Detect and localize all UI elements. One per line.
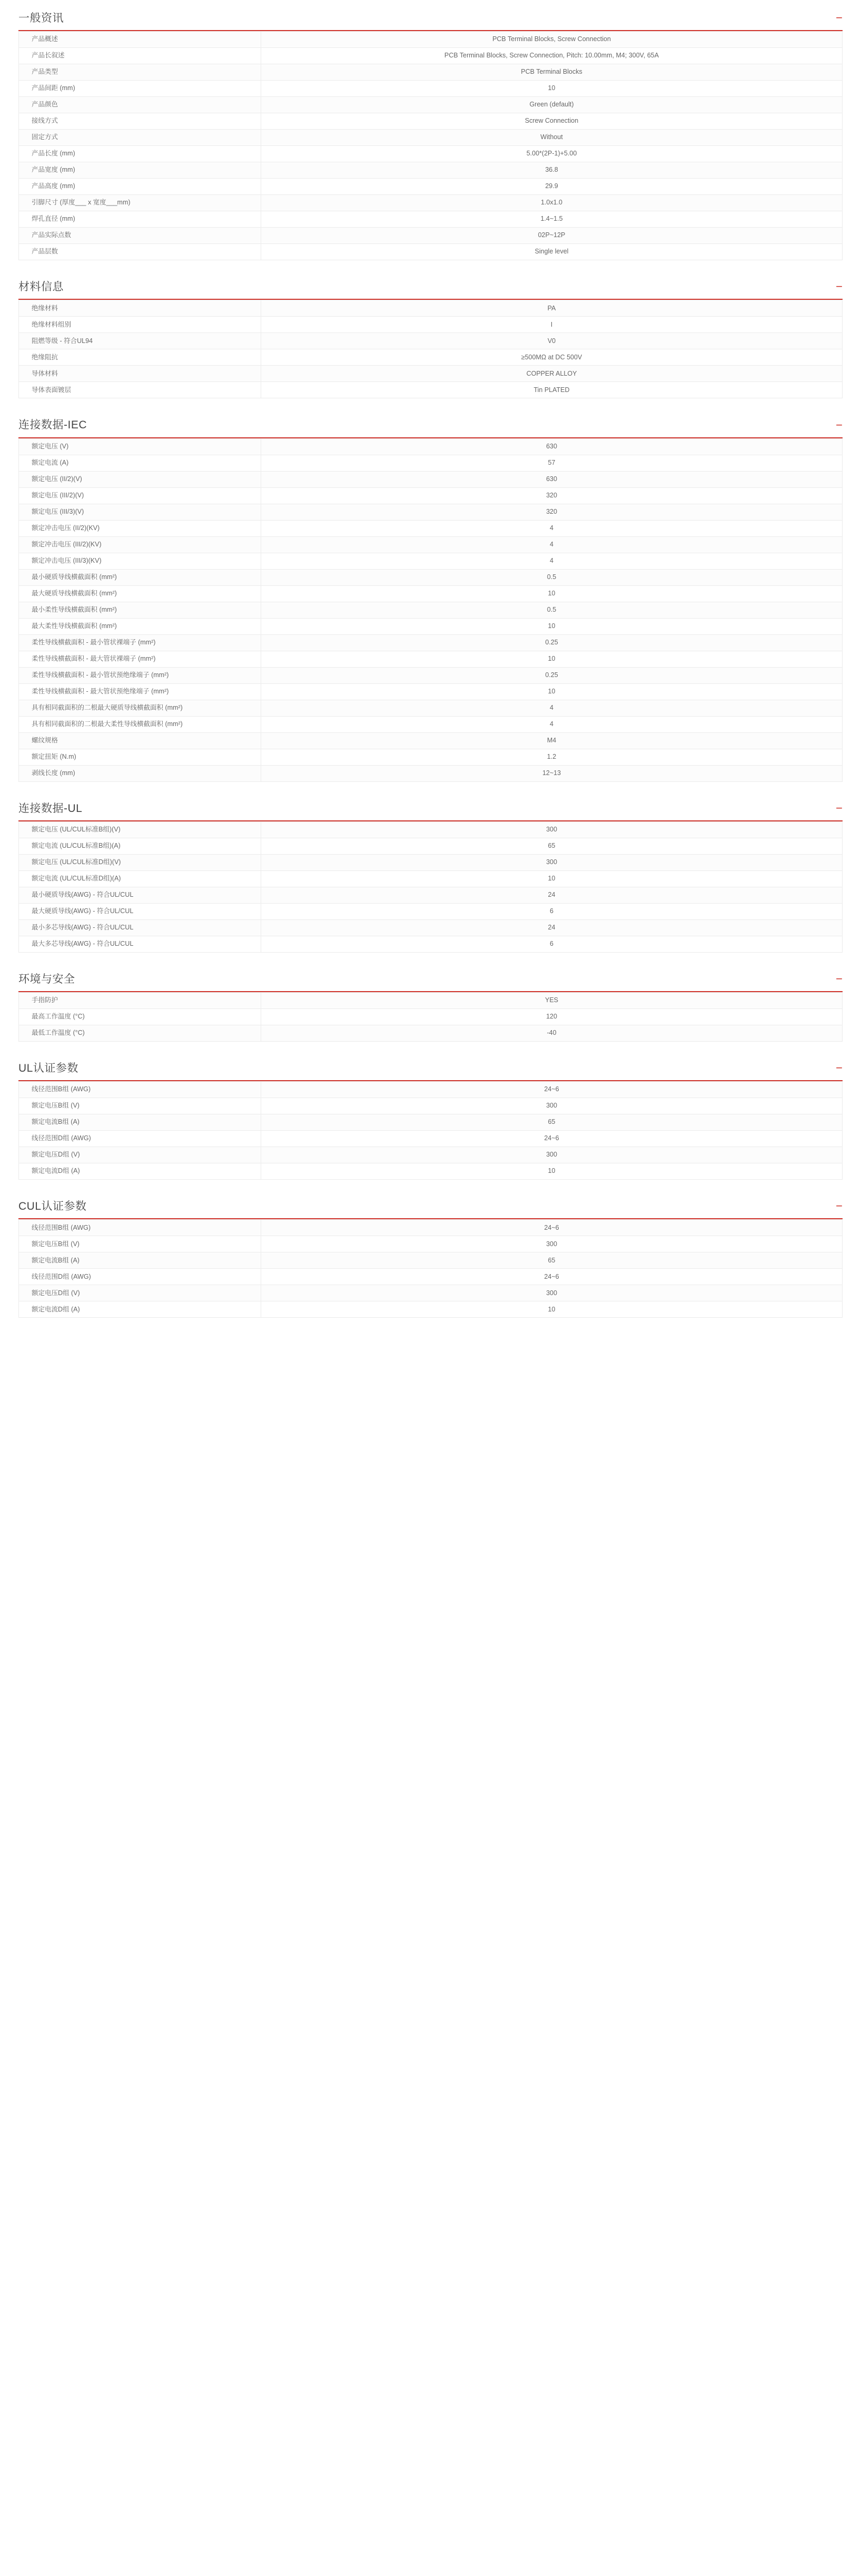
table-row [19, 1114, 843, 1131]
spec-value: 36.8 [261, 162, 843, 179]
table-row [19, 97, 843, 113]
spec-value: PCB Terminal Blocks [261, 64, 843, 81]
table-row [19, 300, 843, 317]
spec-value: 10 [261, 651, 843, 667]
spec-value: 300 [261, 854, 843, 870]
table-row [19, 919, 843, 936]
spec-value: I [261, 317, 843, 333]
table-row [19, 569, 843, 585]
spec-value: 630 [261, 438, 843, 455]
section-header[interactable] [0, 418, 861, 437]
spec-label: 线径范围D组 (AWG) [19, 1269, 261, 1285]
spec-value: Without [261, 130, 843, 146]
spec-label: 引脚尺寸 (厚度___ x 宽度___mm) [19, 195, 261, 211]
spec-label: 额定电流 (UL/CUL标准D组)(A) [19, 870, 261, 887]
spec-value: 1.4~1.5 [261, 211, 843, 228]
spec-label: 产品颜色 [19, 97, 261, 113]
spec-value: 57 [261, 455, 843, 471]
table-row [19, 821, 843, 838]
spec-value: 10 [261, 1301, 843, 1318]
spec-value: 10 [261, 1163, 843, 1180]
table-row [19, 536, 843, 553]
spec-value: 10 [261, 683, 843, 700]
spec-value: Tin PLATED [261, 382, 843, 398]
spec-label: 额定电流B组 (A) [19, 1114, 261, 1131]
spec-value: 320 [261, 487, 843, 504]
spec-label: 额定电压 (UL/CUL标准B组)(V) [19, 821, 261, 838]
spec-label: 产品类型 [19, 64, 261, 81]
table-row [19, 455, 843, 471]
spec-label: 导体材料 [19, 366, 261, 382]
table-row [19, 32, 843, 48]
section-header[interactable] [0, 802, 861, 820]
spec-label: 额定扭矩 (N.m) [19, 749, 261, 765]
spec-label: 导体表面镀层 [19, 382, 261, 398]
section-title: 材料信息 [18, 281, 64, 293]
table-row [19, 553, 843, 569]
spec-section [0, 973, 861, 1042]
spec-table [18, 31, 843, 260]
spec-value: 12~13 [261, 765, 843, 781]
spec-label: 具有相同截面积的二根最大柔性导线横截面积 (mm²) [19, 716, 261, 732]
spec-value: 02P~12P [261, 228, 843, 244]
table-row [19, 618, 843, 634]
spec-value: 4 [261, 553, 843, 569]
spec-label: 绝缘材料 [19, 300, 261, 317]
table-row [19, 992, 843, 1008]
spec-value: 4 [261, 716, 843, 732]
spec-label: 产品长叙述 [19, 48, 261, 64]
spec-value: 29.9 [261, 179, 843, 195]
section-title: 连接数据-IEC [18, 419, 87, 432]
section-collapse-toggle[interactable]: − [836, 418, 843, 432]
spec-value: 10 [261, 585, 843, 602]
table-row [19, 1025, 843, 1041]
spec-label: 额定电压 (II/2)(V) [19, 471, 261, 487]
spec-section [0, 802, 861, 953]
spec-label: 额定电压 (III/2)(V) [19, 487, 261, 504]
table-row [19, 1163, 843, 1180]
table-row [19, 1082, 843, 1098]
spec-label: 额定电压B组 (V) [19, 1236, 261, 1252]
spec-value: 65 [261, 1114, 843, 1131]
section-title: UL认证参数 [18, 1062, 78, 1074]
section-title: CUL认证参数 [18, 1200, 87, 1213]
spec-label: 额定电压 (III/3)(V) [19, 504, 261, 520]
table-row [19, 765, 843, 781]
table-row [19, 438, 843, 455]
table-row [19, 1252, 843, 1269]
spec-label: 额定电流D组 (A) [19, 1301, 261, 1318]
spec-label: 产品概述 [19, 32, 261, 48]
spec-value: 320 [261, 504, 843, 520]
spec-value: 6 [261, 936, 843, 952]
table-row [19, 1147, 843, 1163]
spec-section [0, 1062, 861, 1180]
table-row [19, 1098, 843, 1114]
table-row [19, 382, 843, 398]
spec-value: 24~6 [261, 1131, 843, 1147]
spec-value: PCB Terminal Blocks, Screw Connection, Pitch: 10.00mm, M4; 300V, 65A [261, 48, 843, 64]
table-row [19, 317, 843, 333]
spec-value: 300 [261, 1098, 843, 1114]
section-title: 一般资讯 [18, 12, 64, 24]
table-row [19, 854, 843, 870]
spec-table [18, 821, 843, 953]
spec-value: 10 [261, 618, 843, 634]
spec-label: 产品高度 (mm) [19, 179, 261, 195]
section-collapse-toggle[interactable]: − [836, 11, 843, 25]
table-row [19, 471, 843, 487]
table-row [19, 504, 843, 520]
spec-label: 最大硬质导线(AWG) - 符合UL/CUL [19, 903, 261, 919]
spec-value: 0.25 [261, 634, 843, 651]
spec-label: 柔性导线横截面积 - 最小管状裸端子 (mm²) [19, 634, 261, 651]
spec-value: -40 [261, 1025, 843, 1041]
table-row [19, 195, 843, 211]
table-row [19, 602, 843, 618]
table-row [19, 667, 843, 683]
spec-label: 最低工作温度 (°C) [19, 1025, 261, 1041]
spec-value: Screw Connection [261, 113, 843, 130]
spec-label: 焊孔直径 (mm) [19, 211, 261, 228]
spec-section [0, 1200, 861, 1318]
spec-label: 额定电压D组 (V) [19, 1285, 261, 1301]
spec-value: 6 [261, 903, 843, 919]
table-row [19, 146, 843, 162]
table-row [19, 838, 843, 854]
spec-label: 剥线长度 (mm) [19, 765, 261, 781]
table-row [19, 228, 843, 244]
table-row [19, 244, 843, 260]
spec-value: M4 [261, 732, 843, 749]
spec-label: 额定电流 (UL/CUL标准B组)(A) [19, 838, 261, 854]
spec-label: 额定电压 (V) [19, 438, 261, 455]
spec-value: Single level [261, 244, 843, 260]
section-header[interactable] [0, 12, 861, 30]
spec-label: 最大多芯导线(AWG) - 符合UL/CUL [19, 936, 261, 952]
spec-label: 产品宽度 (mm) [19, 162, 261, 179]
spec-label: 阻燃等级 - 符合UL94 [19, 333, 261, 349]
table-row [19, 1236, 843, 1252]
section-collapse-toggle[interactable]: − [836, 1061, 843, 1075]
spec-label: 产品间距 (mm) [19, 81, 261, 97]
spec-label: 具有相同截面积的二根最大硬质导线横截面积 (mm²) [19, 700, 261, 716]
table-row [19, 179, 843, 195]
spec-value: 10 [261, 81, 843, 97]
table-row [19, 634, 843, 651]
spec-value: 4 [261, 536, 843, 553]
table-row [19, 1131, 843, 1147]
spec-value: V0 [261, 333, 843, 349]
spec-value: 0.5 [261, 602, 843, 618]
spec-value: 300 [261, 1285, 843, 1301]
table-row [19, 1220, 843, 1236]
spec-label: 绝缘材料组别 [19, 317, 261, 333]
spec-label: 产品实际点数 [19, 228, 261, 244]
spec-table [18, 438, 843, 782]
table-row [19, 585, 843, 602]
spec-value: 65 [261, 838, 843, 854]
table-row [19, 1301, 843, 1318]
spec-label: 固定方式 [19, 130, 261, 146]
table-row [19, 936, 843, 952]
spec-table [18, 992, 843, 1042]
spec-section [0, 418, 861, 781]
spec-label: 绝缘阻抗 [19, 349, 261, 366]
spec-label: 产品长度 (mm) [19, 146, 261, 162]
spec-value: Green (default) [261, 97, 843, 113]
spec-label: 最小硬质导线横截面积 (mm²) [19, 569, 261, 585]
spec-label: 额定电流B组 (A) [19, 1252, 261, 1269]
spec-label: 最小硬质导线(AWG) - 符合UL/CUL [19, 887, 261, 903]
spec-value: 300 [261, 1236, 843, 1252]
spec-value: 24~6 [261, 1269, 843, 1285]
spec-value: COPPER ALLOY [261, 366, 843, 382]
table-row [19, 870, 843, 887]
section-header[interactable] [0, 1200, 861, 1218]
table-row [19, 48, 843, 64]
table-row [19, 700, 843, 716]
table-row [19, 749, 843, 765]
spec-label: 线径范围D组 (AWG) [19, 1131, 261, 1147]
spec-value: 0.25 [261, 667, 843, 683]
spec-label: 最大柔性导线横截面积 (mm²) [19, 618, 261, 634]
spec-value: ≥500MΩ at DC 500V [261, 349, 843, 366]
spec-value: 300 [261, 821, 843, 838]
table-row [19, 683, 843, 700]
table-row [19, 1008, 843, 1025]
section-header[interactable] [0, 973, 861, 991]
section-title: 连接数据-UL [18, 802, 83, 815]
spec-label: 额定电压D组 (V) [19, 1147, 261, 1163]
table-row [19, 1269, 843, 1285]
spec-label: 柔性导线横截面积 - 最大管状预绝缘端子 (mm²) [19, 683, 261, 700]
spec-table [18, 300, 843, 398]
table-row [19, 130, 843, 146]
table-row [19, 520, 843, 536]
spec-value: 5.00*(2P-1)+5.00 [261, 146, 843, 162]
spec-label: 额定电压B组 (V) [19, 1098, 261, 1114]
spec-value: 0.5 [261, 569, 843, 585]
section-collapse-toggle[interactable]: − [836, 801, 843, 815]
section-collapse-toggle[interactable]: − [836, 972, 843, 985]
section-title: 环境与安全 [18, 973, 75, 985]
spec-section [0, 280, 861, 398]
spec-value: PCB Terminal Blocks, Screw Connection [261, 32, 843, 48]
spec-table [18, 1081, 843, 1180]
table-row [19, 349, 843, 366]
spec-table [18, 1219, 843, 1318]
section-header[interactable] [0, 280, 861, 299]
spec-value: 10 [261, 870, 843, 887]
table-row [19, 903, 843, 919]
spec-label: 柔性导线横截面积 - 最小管状预绝缘端子 (mm²) [19, 667, 261, 683]
spec-label: 最高工作温度 (°C) [19, 1008, 261, 1025]
spec-value: 1.0x1.0 [261, 195, 843, 211]
spec-label: 产品层数 [19, 244, 261, 260]
table-row [19, 333, 843, 349]
spec-value: 24~6 [261, 1082, 843, 1098]
spec-label: 柔性导线横截面积 - 最大管状裸端子 (mm²) [19, 651, 261, 667]
spec-value: 630 [261, 471, 843, 487]
spec-value: 24 [261, 919, 843, 936]
spec-label: 额定电流 (A) [19, 455, 261, 471]
table-row [19, 887, 843, 903]
spec-value: 24~6 [261, 1220, 843, 1236]
spec-label: 最小多芯导线(AWG) - 符合UL/CUL [19, 919, 261, 936]
spec-value: 4 [261, 520, 843, 536]
table-row [19, 732, 843, 749]
table-row [19, 162, 843, 179]
table-row [19, 716, 843, 732]
spec-value: 24 [261, 887, 843, 903]
spec-label: 额定冲击电压 (II/2)(KV) [19, 520, 261, 536]
section-header[interactable] [0, 1062, 861, 1080]
spec-label: 额定冲击电压 (III/3)(KV) [19, 553, 261, 569]
spec-value: 300 [261, 1147, 843, 1163]
table-row [19, 113, 843, 130]
table-row [19, 487, 843, 504]
spec-label: 最小柔性导线横截面积 (mm²) [19, 602, 261, 618]
spec-label: 额定电压 (UL/CUL标准D组)(V) [19, 854, 261, 870]
table-row [19, 81, 843, 97]
spec-value: 1.2 [261, 749, 843, 765]
spec-label: 螺纹规格 [19, 732, 261, 749]
spec-value: 4 [261, 700, 843, 716]
spec-section [0, 12, 861, 260]
table-row [19, 366, 843, 382]
spec-label: 最大硬质导线横截面积 (mm²) [19, 585, 261, 602]
section-collapse-toggle[interactable]: − [836, 1199, 843, 1213]
spec-label: 额定冲击电压 (III/2)(KV) [19, 536, 261, 553]
spec-sheet [0, 12, 861, 1339]
section-collapse-toggle[interactable]: − [836, 280, 843, 293]
spec-value: YES [261, 992, 843, 1008]
table-row [19, 64, 843, 81]
spec-value: 120 [261, 1008, 843, 1025]
table-row [19, 1285, 843, 1301]
spec-value: PA [261, 300, 843, 317]
spec-label: 线径范围B组 (AWG) [19, 1220, 261, 1236]
table-row [19, 651, 843, 667]
table-row [19, 211, 843, 228]
spec-label: 线径范围B组 (AWG) [19, 1082, 261, 1098]
spec-label: 手指防护 [19, 992, 261, 1008]
spec-value: 65 [261, 1252, 843, 1269]
spec-label: 接线方式 [19, 113, 261, 130]
spec-label: 额定电流D组 (A) [19, 1163, 261, 1180]
